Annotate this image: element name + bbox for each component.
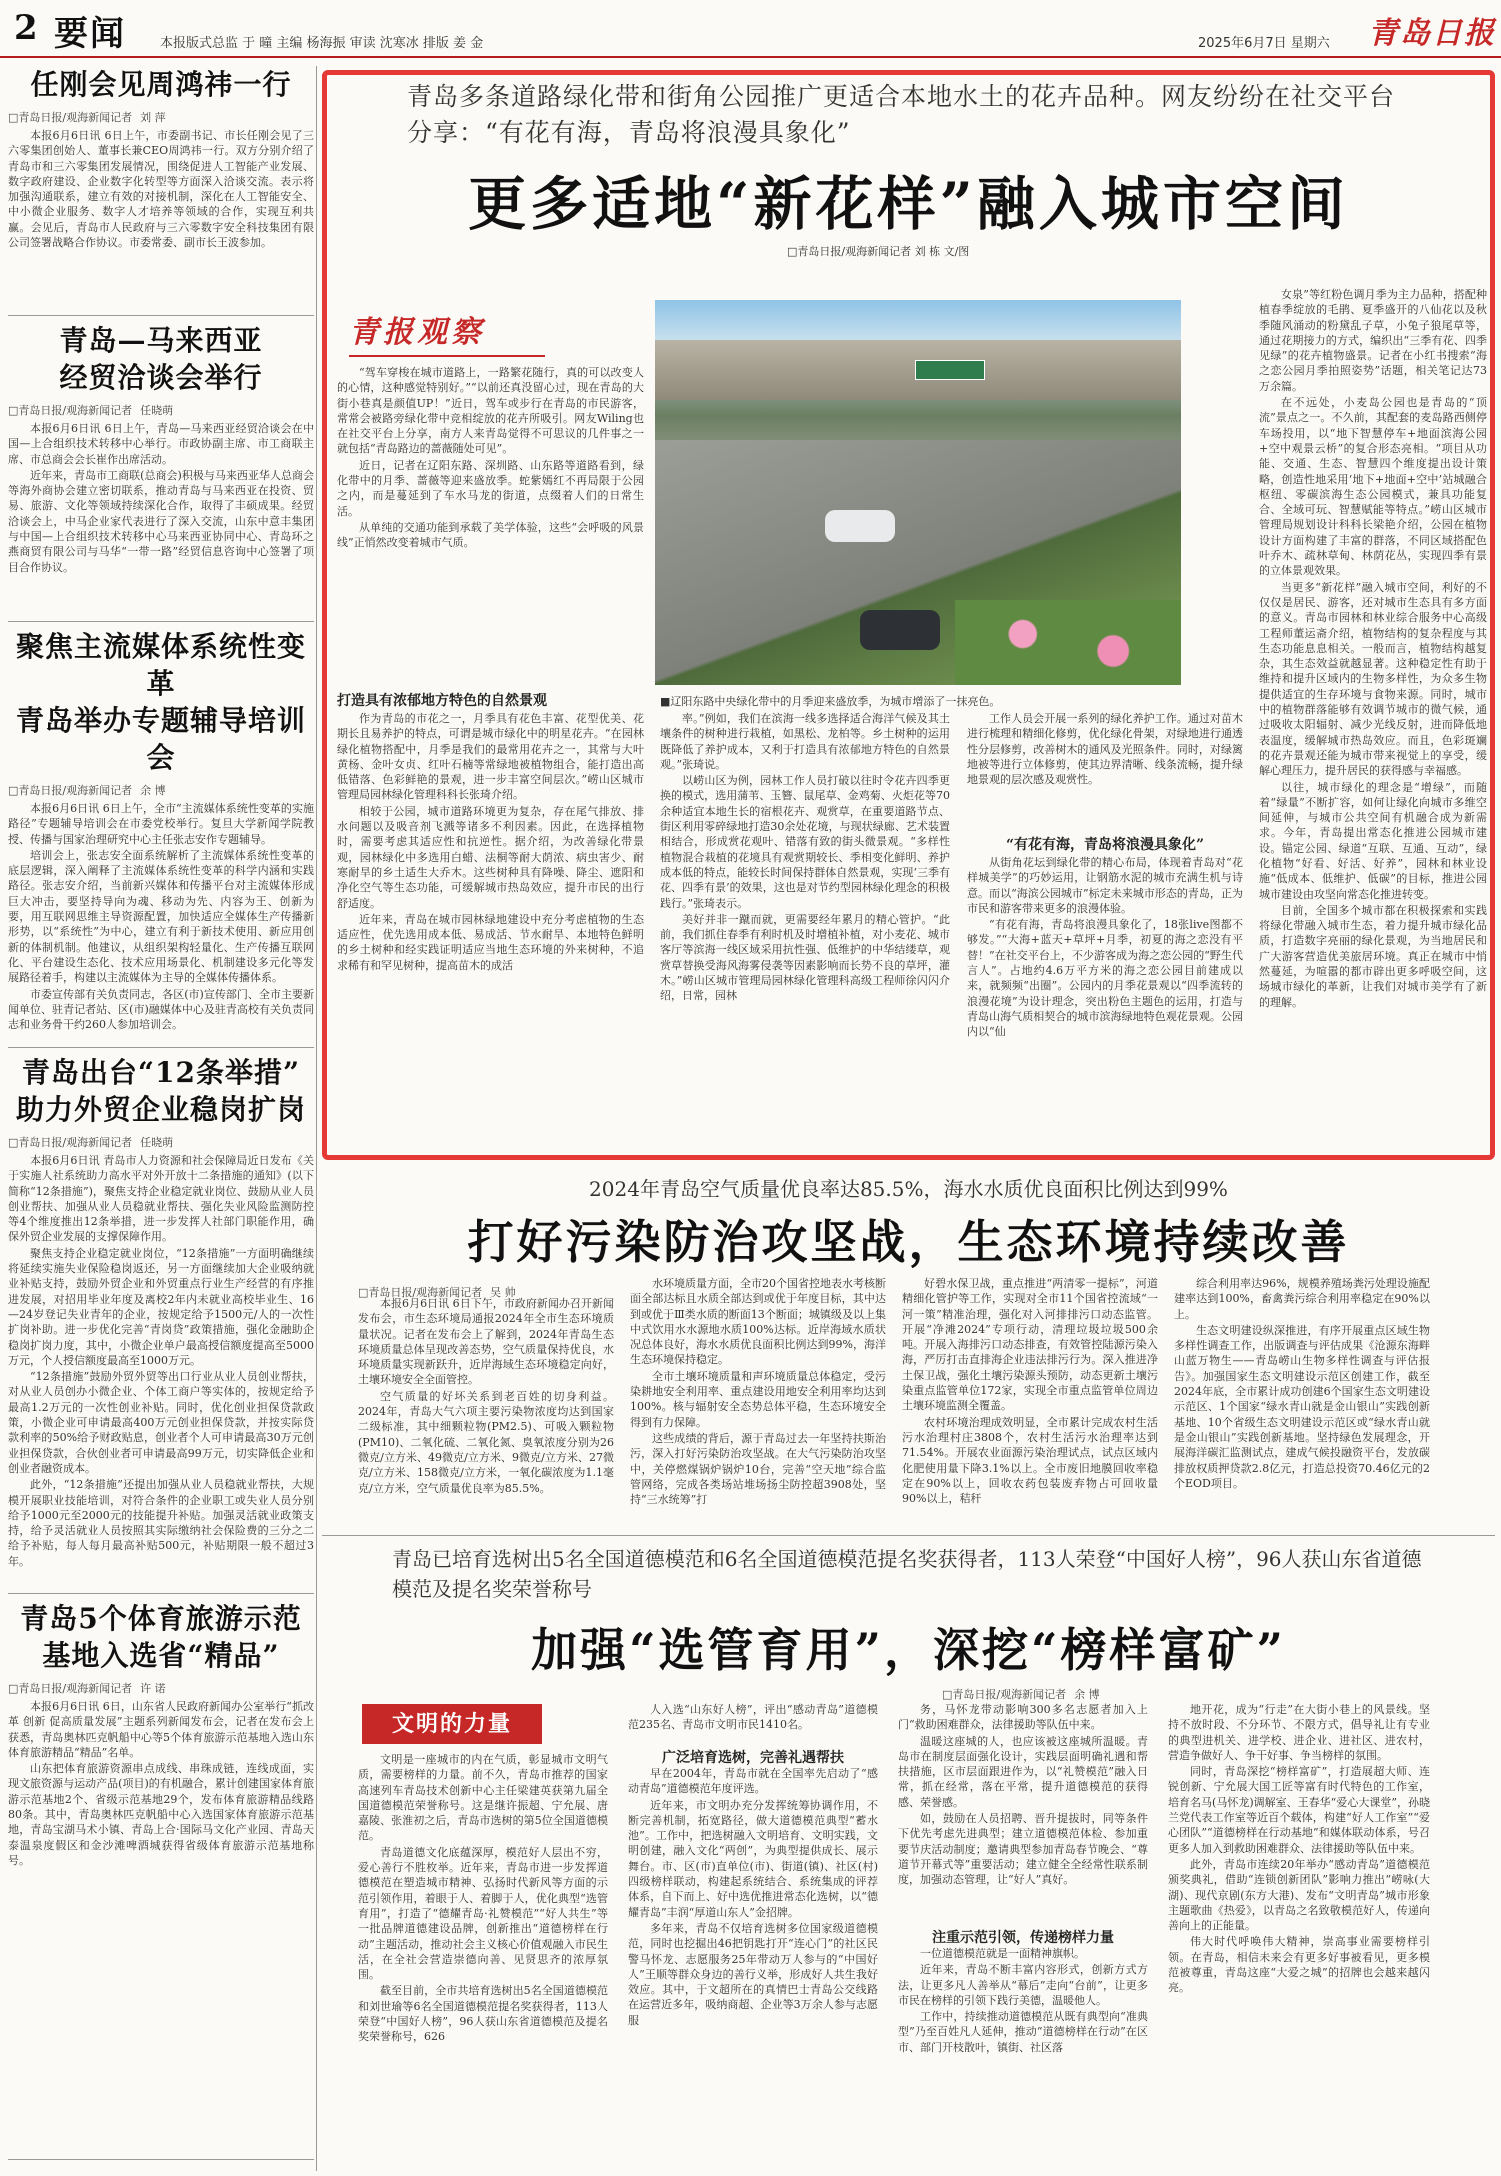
paragraph: “驾车穿梭在城市道路上，一路繁花随行，真的可以改变人的心情，这种感觉特别好。”“以前还真没留心过，现在青岛的大街小巷真是颜值UP！”近日，驾车或步行在青岛的市民游客，常常会被路旁绿化带中竞相绽放的花卉所吸引。网友Wiling也在社交平台上分享，南方人来青岛觉得不可思议的几件事之一就包括“青岛路边的蔷薇随处可见”。 bbox=[337, 366, 644, 456]
moral-col3-cont bbox=[898, 1946, 1148, 2166]
brief-byline bbox=[8, 1134, 314, 1150]
paragraph: 美好并非一蹴而就，更需要经年累月的精心管护。“此前，我们抓住春季有利时机及时增植补植，对小麦花、城市客厅等滨海一线区域采用抗性强、低维护的中华结缕草，观赏草替换受海风海雾侵袭等因素影响而长势不良的草坪，灌木。”崂山区城市管理局园林绿化管理科高级工程师徐闪闪介绍，日常，园林 bbox=[660, 912, 950, 1003]
paragraph: 率。”例如，我们在滨海一线多选择适合海洋气候及其土壤条件的树种进行栽植，如黑松、龙柏等。乡土树种的运用既降低了养护成本，又利于打造具有浓郁地方特色的自然景观。”张琦说。 bbox=[660, 712, 950, 771]
brief-body bbox=[8, 128, 314, 250]
civilization-tag: 文明的力量 bbox=[362, 1704, 542, 1744]
news-brief bbox=[8, 1600, 314, 2160]
paragraph: 地开花，成为“行走”在大街小巷上的风景线。坚持不放时段、不分环节、不限方式，倡导礼让有专业的典型进机关、进学校、进企业、进社区、进农村，营造争做好人、争干好事、争当榜样的氛围。 bbox=[1168, 1703, 1430, 1762]
paragraph: 如，鼓励在人员招聘、晋升提拔时，同等条件下优先考虑先进典型；建立道德模范体检、参加重要节庆活动制度；邀请典型参加青岛春节晚会、“尊道节开幕式等”重要活动；建立健全全经常性联系制度，加强动态管理，让“好人”真好。 bbox=[898, 1812, 1148, 1887]
moral-col2-cont bbox=[628, 1766, 878, 2166]
paragraph: 本报6月6日讯 6日下午，市政府新闻办召开新闻发布会，市生态环境局通报2024年全市生态环境质量状况。记者在发布会上了解到，2024年青岛生态环境质量总体呈现改善态势，空气质量保持优良，水环境质量实现新跃升，近岸海域生态环境稳定向好，土壤环境安全全面管控。 bbox=[358, 1297, 614, 1387]
column-tag bbox=[349, 307, 545, 357]
byline-author: 吴 帅 bbox=[490, 1286, 516, 1299]
brief-title: 聚焦主流媒体系统性变革 青岛举办专题辅导培训会 bbox=[15, 630, 306, 774]
feature-col2 bbox=[660, 711, 950, 1151]
section-name: 要闻 bbox=[54, 14, 126, 54]
feature-byline: □青岛日报/观海新闻记者 刘 栋 文/图 bbox=[787, 245, 970, 258]
moral-article bbox=[322, 1540, 1495, 2170]
brief-byline bbox=[8, 402, 314, 418]
photo-car-white bbox=[825, 510, 895, 542]
byline-source: □青岛日报/观海新闻记者 bbox=[8, 404, 133, 417]
byline-source: □青岛日报/观海新闻记者 bbox=[8, 1682, 133, 1695]
moral-kicker: 青岛已培育选树出5名全国道德模范和6名全国道德模范提名奖获得者，113人荣登“中国好人榜”，96人获山东省道德模范及提名奖荣誉称号 bbox=[392, 1547, 1422, 1601]
brief-body bbox=[8, 1153, 314, 1569]
paragraph: 聚焦支持企业稳定就业岗位，“12条措施”一方面明确继续将延续实施失业保险稳岗返还，另一方面继续加大企业吸纳就业补贴支持，鼓励外贸企业和外贸重点行业生产经营的有序推进发展，对招用毕业年度及离校2年内未就业高校毕业生、16—24岁登记失业青年的企业，按规定给予1500元/人的一次性扩岗补助。进一步优化完善“青岗贷”政策措施，强化金融助企稳岗扩岗力度，其中，小微企业单户最高授信额度提高至5000万元，个人授信额度最高至1000万元。 bbox=[8, 1246, 314, 1367]
paragraph: 截至目前，全市共培育选树出5名全国道德模范和刘世瑜等6名全国道德模范提名奖获得者，113人荣登“中国好人榜”，96人获山东省道德模范及提名奖荣誉称号，626 bbox=[358, 1984, 608, 2044]
moral-col1 bbox=[358, 1752, 608, 2166]
paragraph: 相较于公园，城市道路环境更为复杂，存在尾气排放、排水问题以及吸音剂飞溅等诸多不利因素。因此，在选择植物时，需要考虑其适应性和抗逆性。据介绍，为改善绿化带景观，园林绿化中多选用白蜡、法桐等耐大荫浓、病虫害少、耐寒耐旱的乡土适生大乔木。这些树种具有降噪、降尘、遮阳和净化空气等生态功能，可缓解城市热岛效应，提升市民的出行舒适度。 bbox=[337, 804, 644, 910]
byline-author: 许 诺 bbox=[140, 1682, 166, 1695]
brief-title: 青岛—马来西亚 经贸洽谈会举行 bbox=[59, 324, 263, 394]
photo-road-sign bbox=[915, 360, 985, 380]
feature-col1 bbox=[337, 365, 644, 680]
byline-source: □青岛日报/观海新闻记者 bbox=[8, 111, 133, 124]
byline-author: 任晓萌 bbox=[140, 404, 174, 417]
brief-byline bbox=[8, 782, 314, 798]
byline-source: □青岛日报/观海新闻记者 bbox=[358, 1286, 483, 1299]
paragraph: 务，马怀龙带动影响300多名志愿者加入上门“救助困难群众，法律援助等队伍中来。 bbox=[898, 1703, 1148, 1732]
moral-byline bbox=[942, 1686, 1222, 1702]
paragraph: 此外，青岛市连续20年举办“感动青岛”道德模范颁奖典礼，借助“连锁创新团队”影响力推出“崂咏(大湖)、现代京剧(东方大港)、发布“文明青岛”城市形象主题歌曲《热爱》，以青岛之名致敬模范好人，传递向善向上的正能量。 bbox=[1168, 1857, 1430, 1933]
paragraph: 一位道德模范就是一面精神旗帜。 bbox=[920, 1947, 1085, 1960]
photo-caption: ■辽阳东路中央绿化带中的月季迎来盛放季，为城市增添了一抹亮色。 bbox=[660, 695, 1001, 708]
column-tag-text: 青报观察 bbox=[349, 315, 485, 350]
paragraph: 本报6月6日讯 6日上午，全市“主流媒体系统性变革的实施路径”专题辅导培训会在市委党校举行。复旦大学新闻学院教授、传播与国家治理研究中心主任张志安作专题辅导。 bbox=[8, 802, 314, 846]
paragraph: 本报6月6日讯 6日，山东省人民政府新闻办公室举行“抓改革 创新 促高质量发展”主题系列新闻发布会，记者在发布会上获悉，青岛奥林匹克帆船中心等5个体育旅游示范基地入选山东体育旅游精品“精品”名单。 bbox=[8, 1700, 314, 1759]
feature-col3-cont bbox=[967, 855, 1243, 1151]
paragraph: “12条措施”鼓励外贸外贸等出口行业从业人员创业帮扶，对从业人员创办小微企业、个体工商户等实体的，按规定给予最高1.2万元的一次性创业补贴。同时，优化创业担保贷款政策，小微企业可申请最高400万元创业担保贷款，并按实际贷款利率的50%给予财政贴息，创业者个人可申请最高30万元创业担保贷款，合伙创业者可申请最高99万元，切实降低企业和创业者融资成本。 bbox=[8, 1370, 314, 1475]
paragraph: 文明是一座城市的内在气质，彰显城市文明气质，需要榜样的力量。前不久，青岛市推荐的国家高速列车青岛技术创新中心主任梁建英获第九届全国道德模范荣誉称号。这是继许振超、宁允展、唐嘉陵、张淮初之后，青岛市选树的第5位全国道德模范。 bbox=[358, 1753, 608, 1843]
brief-title: 青岛出台“12条举措” 助力外贸企业稳岗扩岗 bbox=[15, 1056, 306, 1126]
news-brief bbox=[8, 66, 314, 316]
news-brief bbox=[8, 1054, 314, 1594]
brief-title: 任刚会见周鸿祎一行 bbox=[30, 68, 292, 101]
paragraph: 以崂山区为例，园林工作人员打破以往时令花卉四季更换的模式，选用蒲苇、玉簪、鼠尾草、金鸡菊、火炬花等70余种适宜本地生长的宿根花卉、观赏草，在重要道路节点、街区利用零碎绿地打造30余处花境，与现状绿廊、艺术装置相结合，形成赏花观叶、错落有致的街头微景观。“多样性植物混合栽植的花境具有观赏期较长、季相变化鲜明、养护成本低的特点，能较长时间保持群体自然景观，实现‘三季有花、四季有景’的效果，这也是对节约型园林绿化理念的积极践行。”张琦表示。 bbox=[660, 774, 950, 910]
paragraph: 当更多“新花样”融入城市空间，利好的不仅仅是居民、游客，还对城市生态具有多方面的意义。青岛市园林和林业综合服务中心高级工程师董运斋介绍，植物结构的复杂程度与其生态功能息息相关。一般而言，植物结构越复杂，其生态效益就越显著。这种稳定性有助于维持和提升区域内的生物多样性，为众多生物提供适宜的生存环境与食物来源。同时，城市中的植物群落能够有效调节城市的微气候，通过吸收太阳辐射、减少光线反射，进而降低地表温度，缓解城市热岛效应。而且，色彩斑斓的花卉景观还能为城市带来视觉上的享受，缓解心理压力，提升居民的获得感与幸福感。 bbox=[1259, 580, 1487, 778]
brief-body bbox=[8, 801, 314, 1032]
paragraph: 青岛道德文化底蕴深厚，模范好人层出不穷，爱心善行不胜枚举。近年来，青岛市进一步发挥道德模范在塑造城市精神、弘扬时代新风等方面的示范引领作用，着眼于人、着脚于人，优化典型“选管育用”，打造了“德耀青岛·礼赞模范”“好人共生”等一批品牌道德建设品牌，创新推出“道德榜样在行动”主题活动，推动社会主义核心价值观融入市民生活，在全社会营造崇德向善、见贤思齐的浓厚氛围。 bbox=[358, 1845, 608, 1982]
paragraph: 空气质量的好坏关系到老百姓的切身利益。2024年，青岛大气六项主要污染物浓度均达到国家二级标准，其中细颗粒物(PM2.5)、可吸入颗粒物(PM10)、二氧化硫、二氧化氮、臭氧浓度分别为26微克/立方米、49微克/立方米、9微克/立方米、27微克/立方米、158微克/立方米，一氧化碳浓度为1.1毫克/立方米，空气质量优良率为85.5%。 bbox=[358, 1389, 614, 1495]
paragraph: 人入选“山东好人榜”，评出“感动青岛”道德模范235名、青岛市文明市民1410名。 bbox=[628, 1703, 878, 1732]
paragraph: 综合利用率达96%，规模养殖场粪污处理设施配建率达到100%，畜禽粪污综合利用率稳定在90%以上。 bbox=[1174, 1277, 1430, 1321]
paragraph: “有花有海，青岛将浪漫具象化了，18张live图都不够发。”“大海+蓝天+草坪+月季，初夏的海之恋没有平替！”在社交平台上，不少游客成为海之恋公园的“野生代言人”。占地约4.6万平方米的海之恋公园目前建成以来，就频频“出圈”。公园内的月季花景观以“四季流转的浪漫花境”为设计理念，突出粉色主题色的运用，打造与青岛山海气质相契合的城市滨海绿地特色观花景观。公园内以“仙 bbox=[967, 918, 1243, 1039]
paragraph: 本报6月6日讯 青岛市人力资源和社会保障局近日发布《关于实施人社系统助力高水平对外开放十二条措施的通知》(以下简称“12条措施”)，聚焦支持企业稳定就业岗位、鼓励从业人员创业帮扶、加强从业人员稳就业帮扶、强化失业风险监测防控等4个维度推出12条举措，进一步发挥人社部门职能作用，确保外贸企业发展的支撑保障作用。 bbox=[8, 1154, 314, 1244]
paragraph: 这些成绩的背后，源于青岛过去一年坚持扶斯治污，深入打好污染防治攻坚战。在大气污染防治攻坚中，关停燃煤锅炉锅炉10台，完善“空天地”综合监管网络，完成各类场站堆场扬尘防控超3908处，坚持“三水统筹”打 bbox=[630, 1431, 886, 1507]
paragraph: 山东把体育旅游资源串点成线、串珠成链，连线成面，实现文旅资源与运动产品(项目)的有机融合，累计创建国家体育旅游示范基地2个、省级示范基地29个，发布体育旅游精品线路80条。其中，青岛奥林匹克帆船中心入选国家体育旅游示范基地，青岛宝湖马术小镇、青岛上合·国际马文化产业园、青岛天泰温泉度假区和金沙滩啤酒城获得省级体育旅游示范基地称号。 bbox=[8, 1762, 314, 1867]
brief-byline bbox=[8, 1680, 314, 1696]
paragraph: 作为青岛的市花之一，月季具有花色丰富、花型优美、花期长且易养护的特点，可谓是城市绿化中的明星花卉。“在园林绿化植物搭配中，月季是我们的最常用花卉之一，其常与大叶黄杨、金叶女贞、红叶石楠等常绿地被植物组合，能打造出高低错落、色彩鲜艳的景观，进一步丰富空间层次。”崂山区城市管理局园林绿化管理科科长张琦介绍。 bbox=[337, 712, 644, 802]
issue-date: 2025年6月7日 星期六 bbox=[1198, 36, 1330, 51]
paragraph: 生态文明建设纵深推进，有序开展重点区域生物多样性调查工作，出版调查与评估成果《沧源东海畔 山蓝万物生——青岛崂山生物多样性调查与评估报告》。加强国家生态文明建设示范区创建工作，截至2024年底，全市累计成功创建6个国家生态文明建设示范区、1个国家“绿水青山就是金山银山”实践创新基地、10个省级生态文明建设示范区或“绿水青山就是金山银山”实践创新基地。坚持绿色发展理念，开展海洋碳汇监测试点，建成气候投融资平台，发放碳排放权质押贷款2.8亿元，打造总投资70.46亿元的2个EOD项目。 bbox=[1174, 1323, 1430, 1490]
moral-subhead-2: 注重示范引领，传递榜样力量 bbox=[932, 1930, 1114, 1946]
paragraph: 早在2004年，青岛市就在全国率先启动了“感动青岛”道德模范年度评选。 bbox=[628, 1767, 878, 1796]
paragraph: 农村环境治理成效明显，全市累计完成农村生活污水治理村庄3808个，农村生活污水治理率达到71.54%。开展农业面源污染治理试点，试点区域内化肥使用量下降3.1%以上。全市废旧地膜回收率稳定在90%以上，回收农药包装废弃物占可回收量90%以上，秸秆 bbox=[902, 1415, 1158, 1506]
feature-title: 更多适地“新花样”融入城市空间 bbox=[468, 170, 1349, 237]
brief-body bbox=[8, 421, 314, 575]
paragraph: 本报6月6日讯 6日上午，青岛—马来西亚经贸洽谈会在中国—上合组织技术转移中心举行。市政协副主席、市工商联主席、市总商会会长崔作出席活动。 bbox=[8, 422, 314, 466]
paragraph: 此外，“12条措施”还提出加强从业人员稳就业帮扶，大规模开展职业技能培训，对符合条件的企业职工或失业人员分别给予1000元至2000元的技能提升补贴。加强灵活就业政策支持，给予灵活就业人员按照其实际缴纳社会保险费的三分之二给予补贴，每人每月最高补贴500元，补贴期限一般不超过3年。 bbox=[8, 1478, 314, 1568]
paragraph: 目前，全国多个城市都在积极探索和实践将绿化带融入城市生态，着力提升城市绿化品质，打造数字亮丽的绿化景观，为当地居民和广大游客营造优美旅居环境。真正在城市中悄然蔓延，为喧嚣的都市辟出更多呼吸空间，这场城市绿化的革新，让我们对城市美学有了新的理解。 bbox=[1259, 903, 1487, 1009]
feature-subhead-1: 打造具有浓郁地方特色的自然景观 bbox=[337, 693, 547, 709]
paragraph: 全市土壤环境质量和声环境质量总体稳定，受污染耕地安全利用率、重点建设用地安全利用率均达到100%。核与辐射安全态势总体平稳，生态环境安全得到有力保障。 bbox=[630, 1369, 886, 1429]
byline-author: 任晓萌 bbox=[140, 1136, 174, 1149]
feature-col4 bbox=[1259, 287, 1487, 1151]
paragraph: 从单纯的交通功能到承载了美学体验，这些“会呼吸的风景线”正悄然改变着城市气质。 bbox=[337, 520, 644, 550]
paragraph: 本报6月6日讯 6日上午，市委副书记、市长任刚会见了三六零集团创始人、董事长兼CEO周鸿祎一行。双方分别介绍了青岛市和三六零集团发展情况，围绕促进人工智能产业发展、数字政府建设、企业数字化转型等方面深入洽谈交流。表示将加强沟通联系，建立有效的对接机制，深化在人工智能安全、中小微企业服务、数字人才培养等领域的合作，实现互利共赢。会见后，青岛市人民政府与三六零数字安全科技集团有限公司签署战略合作协议。市委常委、副市长王波参加。 bbox=[8, 129, 314, 250]
news-brief bbox=[8, 322, 314, 622]
editorial-credits: 本报版式总监 于 曈 主编 杨海振 审读 沈寒冰 排版 姜 金 bbox=[160, 36, 484, 51]
paragraph: 以往，城市绿化的理念是“增绿”，而随着“绿量”不断扩容，如何让绿化向城市多维空间延伸，与城市公共空间有机融合成为新需求。今年，青岛提出常态化推进公园城市建设。锚定公园、绿道“互联、互通、互动”，绿化植物“好看、好活、好养”，园林和林业设施“低成本、低维护、低碳”的目标，推进公园城市建设由攻坚向常态化推进转变。 bbox=[1259, 780, 1487, 901]
paragraph: 伟大时代呼唤伟大精神，崇高事业需要榜样引领。在青岛，相信未来会有更多好事被看见，更多模范被尊重，青岛这座“大爱之城”的招牌也会越来越闪亮。 bbox=[1168, 1935, 1430, 1995]
photo-rose-bed bbox=[955, 600, 1181, 685]
paragraph: 同时，青岛深挖“榜样富矿”，打造展超大师、连锐创新、宁允展大国工匠等富有时代特色的工作室，培育名马(马怀龙)调解室、王春华“爱心大课堂”，孙晓兰党代表工作室等近百个载体，构建“好人工作室”“爱心团队”“道德榜样在行动基地”和媒体联动体系，号召更多人加入到救助困难群众、法律援助等队伍中来。 bbox=[1168, 1765, 1430, 1855]
photo-car-dark bbox=[860, 610, 940, 650]
paragraph: 近年来，市文明办充分发挥统筹协调作用，不断完善机制，拓宽路径，做大道德模范典型“蓄水池”。工作中，把选树融入文明培育、文明实践，文明创建，融入文化“两创”，为典型提供成长、展示舞台。市、区(市)直单位(市)、街道(镇)、社区(村)四级榜样联动，构建起系统结合、系统集成的评荐体系，自下而上、好中选优推进常态化选树，以“德耀青岛”丰润“厚道山东人”金招牌。 bbox=[628, 1798, 878, 1919]
feature-photo bbox=[655, 300, 1181, 685]
feature-col1-cont bbox=[337, 711, 644, 1151]
page-number: 2 bbox=[14, 8, 38, 48]
brief-body bbox=[8, 1699, 314, 1868]
paragraph: 女泉”等红粉色调月季为主力品种，搭配种植春季绽放的毛鹃、夏季盛开的八仙花以及秋季随风涌动的粉黛乱子草，小兔子狼尾草等，通过花期接力的方式，编织出“三季有花、四季见绿”的花卉植物盛景。记者在小红书搜索“海之恋公园月季拍照姿势”话题，相关笔记达73万余篇。 bbox=[1259, 288, 1487, 393]
paragraph: 近年来，青岛在城市园林绿地建设中充分考虑植物的生态适应性，优先选用成本低、易成活、节水耐旱、本地特色鲜明的乡土树种和经实践证明适应当地生态环境的外来树种，不追求稀有和罕见树种，提高苗木的成活 bbox=[337, 912, 644, 972]
column-divider bbox=[316, 66, 317, 2171]
byline-source: □青岛日报/观海新闻记者 bbox=[8, 1136, 133, 1149]
env-article bbox=[322, 1170, 1495, 1530]
moral-subhead-1: 广泛培育选树，完善礼遇帮扶 bbox=[662, 1750, 844, 1766]
brief-byline bbox=[8, 109, 314, 125]
env-col3 bbox=[902, 1276, 1158, 1526]
feature-subhead-2: “有花有海，青岛将浪漫具象化” bbox=[1005, 837, 1205, 853]
paragraph: 从街角花坛到绿化带的精心布局，体现着青岛对“花样城美学”的巧妙运用，让钢筋水泥的城市充满生机与诗意。而以“海滨公园城市”标定未来城市形态的青岛，正为市民和游客带来更多的浪漫体验。 bbox=[967, 856, 1243, 915]
moral-col2 bbox=[628, 1702, 878, 1738]
paragraph: 多年来，青岛不仅培育选树多位国家级道德模范，同时也挖掘出46把钥匙打开“连心门”的社区民警马怀龙、志愿服务25年带动万人参与的“中国好人”王顺等群众身边的善行义举，形成好人共生我好效应。其中，于文超所在的真情巴士青岛公交线路在运营近多年，吸纳商超、企业等3万余人参与志愿服 bbox=[628, 1921, 878, 2027]
paragraph: 好碧水保卫战，重点推进“两清零一提标”，河道精细化管护等工作，实现对全市11个国省控流域“一河一策”精准治理，强化对入河排排污口动态监管。开展“净滩2024”专项行动，清理垃圾垃圾500余吨。开展入海排污口动态排查，有效管控陆源污染入海，严厉打击直排海企业违法排污行为。深入推进净土保卫战，强化土壤污染源头预防，动态更新土壤污染重点监管单位172家，实现全市重点监管单位周边土壤环境监测全覆盖。 bbox=[902, 1277, 1158, 1413]
brief-title: 青岛5个体育旅游示范 基地入选省“精品” bbox=[20, 1602, 302, 1672]
paragraph: 近年来，青岛不断丰富内容形式，创新方式方法，让更多凡人善举从“幕后”走向“台前”，让更多市民在榜样的引领下践行美德，温暖他人。 bbox=[898, 1963, 1148, 2007]
byline-author: 余 博 bbox=[140, 784, 166, 797]
newspaper-logo: 青岛日报 bbox=[1368, 16, 1496, 51]
paragraph: 在不远处，小麦岛公园也是青岛的“顶流”景点之一。不久前，其配套的麦岛路西侧停车场投用，以“地下智慧停车+地面滨海公园+空中观景云桥”的复合形态亮相。“项目从功能、交通、生态、智慧四个维度提出设计策略，创造性地采用‘地下+地面+空中’站城融合枢纽、零碳滨海生态公园模式，兼具功能复合、全域可玩、智慧赋能等特点。”崂山区城市管理局规划设计科科长梁艳介绍，公园在植物设计方面构建了丰富的群落，不同区域搭配色叶乔木、疏林草甸、林荫花丛，实现四季有景的立体景观效果。 bbox=[1259, 396, 1487, 578]
left-news-column bbox=[8, 66, 314, 2171]
paragraph: 水环境质量方面，全市20个国省控地表水考核断面全部达标且水质全部达到或优于年度目标，其中达到或优于Ⅲ类水质的断面13个断面；城镇级及以上集中式饮用水水源地水质100%达标。近岸海域水质状况总体良好，海水水质优良面积比例达到99%，海洋生态环境保持稳定。 bbox=[630, 1277, 886, 1367]
news-brief bbox=[8, 628, 314, 1048]
paragraph: 培训会上，张志安全面系统解析了主流媒体系统性变革的底层逻辑，深入阐释了主流媒体系统性变革的科学内涵和实践路径。张志安介绍，当前新兴媒体和传播平台对主流媒体形成巨大冲击，要坚持导向为魂、移动为先、内容为王、创新为要，用互联网思维主导资源配置，加快适应全媒体生产传播新形势，以“系统性”为中心，建立有利于新技术使用、新应用创新的体制机制。他建议，从组织架构轻量化、生产传播互联网化、平台建设生态化、技术应用场景化、机制建设多元化等发展路径着手，构建以主流媒体为主导的全媒体传播体系。 bbox=[8, 848, 314, 985]
byline-source: □青岛日报/观海新闻记者 bbox=[942, 1688, 1067, 1701]
byline-author: 余 博 bbox=[1074, 1688, 1100, 1701]
page-masthead bbox=[0, 0, 1501, 58]
paragraph: 市委宣传部有关负责同志，各区(市)宣传部门、全市主要新闻单位、驻青记者站、区(市)融媒体中心及驻青高校有关负责同志和业务骨干约260人参加培训会。 bbox=[8, 987, 314, 1032]
env-title: 打好污染防治攻坚战，生态环境持续改善 bbox=[467, 1215, 1350, 1269]
feature-col3 bbox=[967, 711, 1243, 821]
paragraph: 近年来，青岛市工商联(总商会)积极与马来西亚华人总商会等海外商协会建立密切联系，推动青岛与马来西亚在投资、贸易、旅游、文化等领域持续深化合作，取得了丰硕成果。经贸洽谈会上，中马企业家代表进行了深入交流，山东中意丰集团与中国—上合组织技术转移中心马来西亚协同中心、青岛环之燕商贸有限公司与马华“一带一路”经贸信息咨询中心签署了项目合作协议。 bbox=[8, 468, 314, 574]
paragraph: 工作人员会开展一系列的绿化养护工作。通过对苗木进行梳理和精细化修剪，优化绿化骨架，对绿地进行通透性分层修剪，改善树木的通风及光照条件。同时，对绿篱地被等进行立体修剪，使其边界清晰、线条流畅，提升绿地景观的层次感及观赏性。 bbox=[967, 712, 1243, 787]
env-col2 bbox=[630, 1276, 886, 1526]
env-kicker: 2024年青岛空气质量优良率达85.5%，海水水质优良面积比例达到99% bbox=[589, 1177, 1228, 1201]
byline-author: 刘 萍 bbox=[140, 111, 166, 124]
moral-title: 加强“选管育用”，深挖“榜样富矿” bbox=[531, 1623, 1286, 1676]
env-col4 bbox=[1174, 1276, 1430, 1526]
env-col1 bbox=[358, 1296, 614, 1526]
byline-source: □青岛日报/观海新闻记者 bbox=[8, 784, 133, 797]
feature-kicker: 青岛多条道路绿化带和街角公园推广更适合本地水土的花卉品种。网友纷纷在社交平台分享：“有花有海，青岛将浪漫具象化” bbox=[407, 82, 1396, 147]
moral-col3 bbox=[898, 1702, 1148, 1914]
paragraph: 工作中，持续推动道德模范从既有典型向“准典型”乃至百姓凡人延伸，推动“道德榜样在行动”在区市、部门开枝散叶，镇街、社区落 bbox=[898, 2010, 1148, 2054]
section-divider bbox=[322, 1535, 1495, 1536]
paragraph: 温暖这座城的人，也应该被这座城所温暖。青岛市在制度层面强化设计，实践层面明确礼遇和帮扶措施，区市层面跟进作为，以“礼赞模范”融入日常，抓在经常，落在平常，提升道德模范的获得感、荣誉感。 bbox=[898, 1734, 1148, 1809]
paragraph: 近日，记者在辽阳东路、深圳路、山东路等道路看到，绿化带中的月季、蔷薇等迎来盛放季。蛇紫嫣红不再局限于公园之内，而是蔓延到了车水马龙的街道，点缀着人们的日常生活。 bbox=[337, 458, 644, 518]
moral-col4 bbox=[1168, 1702, 1430, 2166]
